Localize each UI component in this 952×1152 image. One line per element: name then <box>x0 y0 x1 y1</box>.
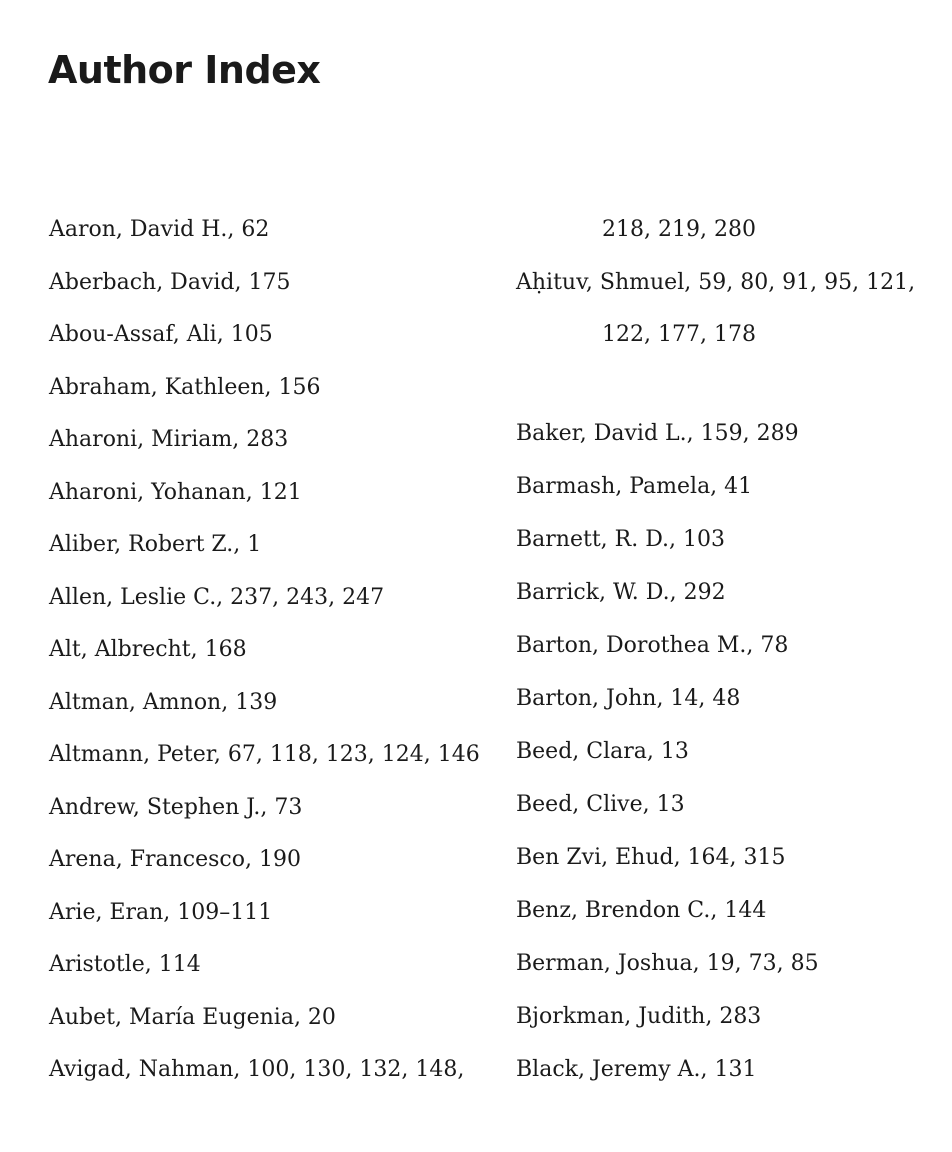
index-entry: Aḥituv, Shmuel, 59, 80, 91, 95, 121, <box>516 270 916 295</box>
index-entry-continuation: 122, 177, 178 <box>602 322 756 347</box>
index-entry: Aaron, David H., 62 <box>49 217 270 242</box>
index-entry: Andrew, Stephen J., 73 <box>49 794 303 820</box>
index-entry: Aliber, Robert Z., 1 <box>49 532 262 557</box>
index-entry: Altman, Amnon, 139 <box>49 689 278 715</box>
index-entry: Alt, Albrecht, 168 <box>49 637 247 662</box>
index-entry: Black, Jeremy A., 131 <box>516 1057 757 1082</box>
index-entry: Arena, Francesco, 190 <box>49 847 301 872</box>
index-entry: Barton, Dorothea M., 78 <box>516 633 789 658</box>
index-entry: Barrick, W. D., 292 <box>516 580 726 605</box>
index-entry: Beed, Clara, 13 <box>516 739 689 764</box>
index-entry-continuation: 218, 219, 280 <box>602 217 756 242</box>
index-entry: Avigad, Nahman, 100, 130, 132, 148, <box>49 1057 465 1082</box>
index-entry: Aharoni, Yohanan, 121 <box>49 479 302 505</box>
index-entry: Barton, John, 14, 48 <box>516 686 741 711</box>
index-entry: Barnett, R. D., 103 <box>516 527 726 552</box>
index-entry: Bjorkman, Judith, 283 <box>516 1004 762 1029</box>
index-entry: Barmash, Pamela, 41 <box>516 474 753 499</box>
index-entry: Baker, David L., 159, 289 <box>516 421 799 446</box>
index-entry: Ben Zvi, Ehud, 164, 315 <box>516 845 786 870</box>
index-entry: Abraham, Kathleen, 156 <box>49 374 321 400</box>
index-entry: Allen, Leslie C., 237, 243, 247 <box>49 584 385 610</box>
index-entry: Beed, Clive, 13 <box>516 792 685 817</box>
index-entry: Aubet, María Eugenia, 20 <box>49 1004 336 1030</box>
index-entry: Abou-Assaf, Ali, 105 <box>49 322 273 347</box>
index-entry: Aristotle, 114 <box>49 952 201 977</box>
index-entry: Aharoni, Miriam, 283 <box>49 427 289 452</box>
index-entry: Altmann, Peter, 67, 118, 123, 124, 146 <box>49 742 480 767</box>
index-entry: Aberbach, David, 175 <box>49 269 291 295</box>
index-entry: Berman, Joshua, 19, 73, 85 <box>516 951 819 976</box>
index-entry: Arie, Eran, 109–111 <box>49 899 273 925</box>
index-entry: Benz, Brendon C., 144 <box>516 898 767 923</box>
page-title: Author Index <box>48 48 321 92</box>
